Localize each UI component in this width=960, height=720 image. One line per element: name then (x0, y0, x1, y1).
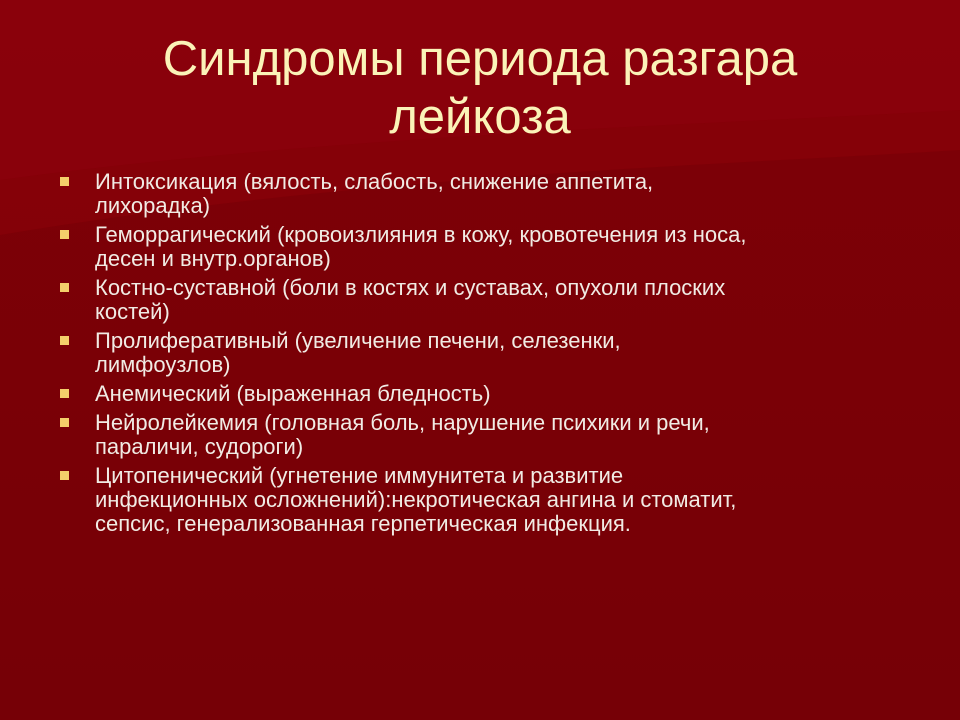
square-bullet-icon (60, 471, 69, 480)
square-bullet-icon (60, 389, 69, 398)
item-line: Анемический (выраженная бледность) (95, 381, 491, 406)
list-item-cytopenic (58, 464, 918, 536)
square-bullet-icon (60, 336, 69, 345)
item-line: лимфоузлов) (95, 352, 231, 377)
list-item-intoxication (58, 170, 918, 218)
item-line: Цитопенический (угнетение иммунитета и развитие (95, 463, 624, 488)
item-line: Геморрагический (кровоизлияния в кожу, кровотечения из носа, (95, 222, 747, 247)
list-item-osteoarticular (58, 276, 918, 324)
item-line: лихорадка) (95, 193, 211, 218)
list-item-hemorrhagic (58, 223, 918, 271)
square-bullet-icon (60, 418, 69, 427)
slide-title (40, 30, 920, 146)
item-line: Нейролейкемия (головная боль, нарушение психики и речи, (95, 410, 710, 435)
item-line: десен и внутр.органов) (95, 246, 331, 271)
square-bullet-icon (60, 177, 69, 186)
item-line: инфекционных осложнений):некротическая ангина и стоматит, (95, 487, 737, 512)
list-item-neuroleukemia (58, 411, 918, 459)
square-bullet-icon (60, 283, 69, 292)
item-line: Интоксикация (вялость, слабость, снижение аппетита, (95, 169, 654, 194)
list-item-proliferative (58, 329, 918, 377)
syndrome-list (58, 170, 918, 541)
item-line: Костно-суставной (боли в костях и суставах, опухоли плоских (95, 275, 726, 300)
item-line: Пролиферативный (увеличение печени, селезенки, (95, 328, 621, 353)
item-line: сепсис, генерализованная герпетическая инфекция. (95, 511, 631, 536)
item-line: параличи, судороги) (95, 434, 304, 459)
item-line: костей) (95, 299, 170, 324)
slide-title-line-2: лейкоза (389, 90, 571, 144)
square-bullet-icon (60, 230, 69, 239)
slide-title-line-1: Синдромы периода разгара (162, 32, 798, 86)
list-item-anemic (58, 382, 918, 406)
